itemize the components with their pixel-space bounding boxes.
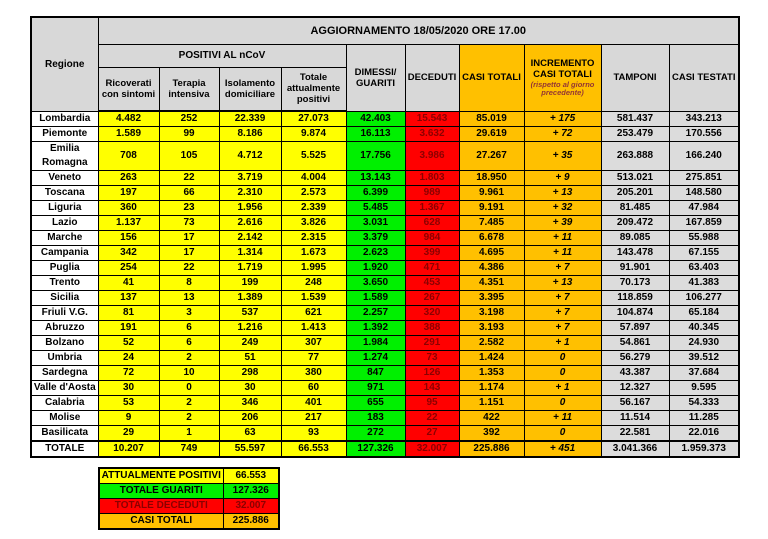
cell-isolamento: 2.142 [219,231,281,246]
region-name: Basilicata [31,426,98,442]
cell-incremento: + 175 [524,111,601,127]
region-name: Calabria [31,396,98,411]
cell-totale-positivi: 1.673 [281,246,346,261]
cell-terapia-intensiva: 10 [159,366,219,381]
table-row [31,411,739,426]
cell-casi-testati: 67.155 [669,246,739,261]
cell-isolamento: 3.719 [219,171,281,186]
region-name: Campania [31,246,98,261]
cell-casi-totali: 2.582 [459,336,524,351]
cell-totale-positivi: 2.339 [281,201,346,216]
cell-terapia-intensiva: 6 [159,336,219,351]
cell-isolamento: 1.389 [219,291,281,306]
cell-dimessi-guariti: 17.756 [346,142,405,171]
cell-terapia-intensiva: 2 [159,411,219,426]
table-title: AGGIORNAMENTO 18/05/2020 ORE 17.00 [98,17,739,44]
cell-deceduti: 126 [405,366,459,381]
cell-incremento: + 11 [524,231,601,246]
table-row [31,261,739,276]
cell-deceduti: 143 [405,381,459,396]
cell-ricoverati: 30 [98,381,159,396]
cell-terapia-intensiva: 8 [159,276,219,291]
cell-deceduti: 388 [405,321,459,336]
cell-tamponi: 81.485 [601,201,669,216]
cell-totale-positivi: 248 [281,276,346,291]
cell-terapia-intensiva: 17 [159,231,219,246]
cell-incremento: 0 [524,366,601,381]
summary-row [99,484,279,499]
cell-dimessi-guariti: 1.984 [346,336,405,351]
cell-casi-testati: 40.345 [669,321,739,336]
cell-ricoverati: 81 [98,306,159,321]
cell-incremento: 0 [524,396,601,411]
cell-deceduti: 471 [405,261,459,276]
cell-totale-positivi: 1.995 [281,261,346,276]
summary-row [99,499,279,514]
cell-totale-positivi: 2.573 [281,186,346,201]
cell-deceduti: 291 [405,336,459,351]
region-name: Molise [31,411,98,426]
cell-casi-totali: 422 [459,411,524,426]
cell-isolamento: 537 [219,306,281,321]
cell-casi-totali: 85.019 [459,111,524,127]
cell-tamponi: 22.581 [601,426,669,442]
cell-dimessi-guariti: 1.920 [346,261,405,276]
table-row [31,216,739,231]
cell-ricoverati: 52 [98,336,159,351]
cell-ricoverati: 342 [98,246,159,261]
cell-tamponi: 209.472 [601,216,669,231]
cell-isolamento: 346 [219,396,281,411]
cell-ricoverati: 197 [98,186,159,201]
table-row [31,276,739,291]
cell-ricoverati: 9 [98,411,159,426]
cell-incremento: + 32 [524,201,601,216]
summary-label: TOTALE GUARITI [99,484,223,499]
cell-casi-totali: 225.886 [459,441,524,457]
table-row [31,321,739,336]
cell-ricoverati: 360 [98,201,159,216]
cell-totale-positivi: 1.413 [281,321,346,336]
cell-tamponi: 89.085 [601,231,669,246]
table-row [31,142,739,171]
cell-casi-totali: 18.950 [459,171,524,186]
cell-casi-testati: 55.988 [669,231,739,246]
cell-incremento: + 7 [524,321,601,336]
cell-ricoverati: 254 [98,261,159,276]
cell-casi-totali: 3.198 [459,306,524,321]
region-name: Piemonte [31,127,98,142]
cell-tamponi: 513.021 [601,171,669,186]
cell-casi-testati: 148.580 [669,186,739,201]
isolamento-header: Isolamento domiciliare [219,67,281,111]
cell-casi-totali: 27.267 [459,142,524,171]
cell-casi-testati: 63.403 [669,261,739,276]
cell-totale-positivi: 401 [281,396,346,411]
region-name: Emilia Romagna [31,142,98,171]
cell-ricoverati: 4.482 [98,111,159,127]
cell-isolamento: 1.719 [219,261,281,276]
cell-terapia-intensiva: 2 [159,396,219,411]
cell-tamponi: 56.167 [601,396,669,411]
cell-totale-positivi: 66.553 [281,441,346,457]
totale-positivi-header: Totale attualmente positivi [281,67,346,111]
cell-dimessi-guariti: 6.399 [346,186,405,201]
cell-incremento: + 1 [524,381,601,396]
table-row [31,381,739,396]
cell-casi-testati: 275.851 [669,171,739,186]
ricoverati-header: Ricoverati con sintomi [98,67,159,111]
cell-dimessi-guariti: 3.379 [346,231,405,246]
cell-casi-totali: 9.191 [459,201,524,216]
cell-deceduti: 73 [405,351,459,366]
summary-value: 66.553 [223,468,279,484]
cell-isolamento: 1.956 [219,201,281,216]
cell-isolamento: 55.597 [219,441,281,457]
cell-incremento: + 9 [524,171,601,186]
cell-incremento: + 39 [524,216,601,231]
summary-row [99,468,279,484]
cell-isolamento: 63 [219,426,281,442]
terapia-intensiva-header: Terapia intensiva [159,67,219,111]
summary-label: ATTUALMENTE POSITIVI [99,468,223,484]
region-name: Bolzano [31,336,98,351]
cell-tamponi: 57.897 [601,321,669,336]
incremento-header [524,44,601,111]
cell-isolamento: 2.616 [219,216,281,231]
casi-testati-header: CASI TESTATI [669,44,739,111]
cell-casi-testati: 54.333 [669,396,739,411]
cell-casi-testati: 24.930 [669,336,739,351]
cell-terapia-intensiva: 749 [159,441,219,457]
cell-tamponi: 581.437 [601,111,669,127]
cell-terapia-intensiva: 66 [159,186,219,201]
cell-ricoverati: 53 [98,396,159,411]
cell-totale-positivi: 1.539 [281,291,346,306]
cell-tamponi: 91.901 [601,261,669,276]
incremento-title: INCREMENTO CASI TOTALI [530,57,595,80]
cell-casi-totali: 1.174 [459,381,524,396]
cell-tamponi: 263.888 [601,142,669,171]
cell-casi-testati: 343.213 [669,111,739,127]
table-row [31,396,739,411]
cell-tamponi: 205.201 [601,186,669,201]
cell-deceduti: 320 [405,306,459,321]
incremento-note: (rispetto al giorno precedente) [530,79,595,97]
region-name: Puglia [31,261,98,276]
table-row [31,171,739,186]
summary-label: TOTALE DECEDUTI [99,499,223,514]
cell-dimessi-guariti: 5.485 [346,201,405,216]
cell-ricoverati: 41 [98,276,159,291]
region-name: Lazio [31,216,98,231]
cell-tamponi: 118.859 [601,291,669,306]
region-name: Umbria [31,351,98,366]
casi-totali-header: CASI TOTALI [459,44,524,111]
totale-row [31,441,739,457]
tamponi-header: TAMPONI [601,44,669,111]
cell-incremento: + 1 [524,336,601,351]
cell-deceduti: 22 [405,411,459,426]
cell-dimessi-guariti: 183 [346,411,405,426]
cell-ricoverati: 10.207 [98,441,159,457]
region-name: Sardegna [31,366,98,381]
cell-tamponi: 54.861 [601,336,669,351]
cell-casi-totali: 6.678 [459,231,524,246]
cell-casi-testati: 39.512 [669,351,739,366]
covid-region-table [30,16,740,458]
table-row [31,186,739,201]
cell-totale-positivi: 77 [281,351,346,366]
cell-totale-positivi: 27.073 [281,111,346,127]
table-row [31,201,739,216]
dimessi-guariti-header: DIMESSI/ GUARITI [346,44,405,111]
region-name: Valle d'Aosta [31,381,98,396]
cell-casi-totali: 3.395 [459,291,524,306]
table-row [31,351,739,366]
cell-tamponi: 43.387 [601,366,669,381]
cell-dimessi-guariti: 2.623 [346,246,405,261]
cell-dimessi-guariti: 2.257 [346,306,405,321]
cell-isolamento: 8.186 [219,127,281,142]
cell-casi-totali: 7.485 [459,216,524,231]
cell-incremento: + 72 [524,127,601,142]
cell-totale-positivi: 621 [281,306,346,321]
cell-incremento: + 7 [524,291,601,306]
cell-dimessi-guariti: 1.392 [346,321,405,336]
cell-dimessi-guariti: 127.326 [346,441,405,457]
cell-terapia-intensiva: 13 [159,291,219,306]
cell-incremento: + 35 [524,142,601,171]
cell-terapia-intensiva: 73 [159,216,219,231]
cell-deceduti: 453 [405,276,459,291]
cell-incremento: + 13 [524,186,601,201]
cell-deceduti: 1.367 [405,201,459,216]
cell-terapia-intensiva: 0 [159,381,219,396]
cell-tamponi: 56.279 [601,351,669,366]
cell-casi-testati: 41.383 [669,276,739,291]
cell-casi-testati: 170.556 [669,127,739,142]
cell-dimessi-guariti: 3.650 [346,276,405,291]
cell-incremento: + 7 [524,306,601,321]
cell-terapia-intensiva: 105 [159,142,219,171]
regione-header: Regione [31,17,98,111]
cell-ricoverati: 1.589 [98,127,159,142]
cell-totale-positivi: 93 [281,426,346,442]
cell-ricoverati: 137 [98,291,159,306]
cell-dimessi-guariti: 655 [346,396,405,411]
cell-casi-testati: 166.240 [669,142,739,171]
cell-dimessi-guariti: 1.274 [346,351,405,366]
cell-dimessi-guariti: 272 [346,426,405,442]
cell-casi-totali: 3.193 [459,321,524,336]
cell-isolamento: 2.310 [219,186,281,201]
cell-isolamento: 30 [219,381,281,396]
summary-value: 32.007 [223,499,279,514]
cell-totale-positivi: 4.004 [281,171,346,186]
cell-deceduti: 27 [405,426,459,442]
cell-dimessi-guariti: 42.403 [346,111,405,127]
cell-dimessi-guariti: 971 [346,381,405,396]
cell-tamponi: 3.041.366 [601,441,669,457]
summary-label: CASI TOTALI [99,514,223,530]
deceduti-header: DECEDUTI [405,44,459,111]
cell-casi-testati: 9.595 [669,381,739,396]
cell-deceduti: 628 [405,216,459,231]
table-row [31,127,739,142]
region-name: Veneto [31,171,98,186]
cell-terapia-intensiva: 1 [159,426,219,442]
cell-casi-testati: 22.016 [669,426,739,442]
cell-tamponi: 253.479 [601,127,669,142]
cell-totale-positivi: 3.826 [281,216,346,231]
cell-dimessi-guariti: 16.113 [346,127,405,142]
cell-tamponi: 143.478 [601,246,669,261]
cell-casi-totali: 29.619 [459,127,524,142]
positivi-group-header: POSITIVI AL nCoV [98,44,346,67]
cell-tamponi: 11.514 [601,411,669,426]
region-name: Lombardia [31,111,98,127]
cell-isolamento: 22.339 [219,111,281,127]
cell-ricoverati: 156 [98,231,159,246]
cell-totale-positivi: 380 [281,366,346,381]
cell-tamponi: 70.173 [601,276,669,291]
cell-deceduti: 989 [405,186,459,201]
cell-casi-totali: 1.353 [459,366,524,381]
cell-isolamento: 249 [219,336,281,351]
cell-deceduti: 3.986 [405,142,459,171]
cell-terapia-intensiva: 23 [159,201,219,216]
cell-terapia-intensiva: 22 [159,171,219,186]
cell-deceduti: 32.007 [405,441,459,457]
cell-dimessi-guariti: 3.031 [346,216,405,231]
cell-casi-testati: 65.184 [669,306,739,321]
cell-incremento: + 7 [524,261,601,276]
cell-casi-testati: 11.285 [669,411,739,426]
cell-ricoverati: 24 [98,351,159,366]
cell-dimessi-guariti: 1.589 [346,291,405,306]
cell-ricoverati: 29 [98,426,159,442]
cell-tamponi: 104.874 [601,306,669,321]
cell-isolamento: 1.216 [219,321,281,336]
cell-isolamento: 298 [219,366,281,381]
region-name: Liguria [31,201,98,216]
cell-isolamento: 206 [219,411,281,426]
region-name: Sicilia [31,291,98,306]
cell-isolamento: 4.712 [219,142,281,171]
region-name: Abruzzo [31,321,98,336]
cell-deceduti: 1.803 [405,171,459,186]
cell-incremento: + 11 [524,246,601,261]
cell-deceduti: 267 [405,291,459,306]
summary-row [99,514,279,530]
cell-incremento: 0 [524,351,601,366]
table-row [31,426,739,442]
cell-ricoverati: 263 [98,171,159,186]
cell-deceduti: 15.543 [405,111,459,127]
cell-dimessi-guariti: 847 [346,366,405,381]
cell-casi-testati: 1.959.373 [669,441,739,457]
cell-terapia-intensiva: 6 [159,321,219,336]
cell-incremento: + 13 [524,276,601,291]
cell-totale-positivi: 5.525 [281,142,346,171]
region-name: Friuli V.G. [31,306,98,321]
cell-casi-totali: 1.424 [459,351,524,366]
table-row [31,366,739,381]
table-row [31,306,739,321]
cell-terapia-intensiva: 252 [159,111,219,127]
cell-totale-positivi: 60 [281,381,346,396]
table-row [31,336,739,351]
cell-totale-positivi: 2.315 [281,231,346,246]
cell-terapia-intensiva: 99 [159,127,219,142]
cell-casi-totali: 4.386 [459,261,524,276]
region-name: TOTALE [31,441,98,457]
cell-totale-positivi: 9.874 [281,127,346,142]
cell-terapia-intensiva: 17 [159,246,219,261]
cell-totale-positivi: 217 [281,411,346,426]
cell-ricoverati: 708 [98,142,159,171]
cell-deceduti: 3.632 [405,127,459,142]
summary-table [98,467,280,530]
cell-deceduti: 95 [405,396,459,411]
cell-terapia-intensiva: 2 [159,351,219,366]
cell-casi-testati: 47.984 [669,201,739,216]
cell-casi-totali: 392 [459,426,524,442]
cell-isolamento: 1.314 [219,246,281,261]
region-name: Trento [31,276,98,291]
table-row [31,291,739,306]
cell-casi-totali: 1.151 [459,396,524,411]
cell-casi-totali: 4.351 [459,276,524,291]
cell-casi-testati: 167.859 [669,216,739,231]
region-name: Toscana [31,186,98,201]
summary-body [99,468,279,529]
table-row [31,246,739,261]
cell-incremento: + 451 [524,441,601,457]
cell-casi-testati: 37.684 [669,366,739,381]
cell-deceduti: 399 [405,246,459,261]
cell-ricoverati: 72 [98,366,159,381]
cell-casi-testati: 106.277 [669,291,739,306]
cell-terapia-intensiva: 3 [159,306,219,321]
region-name: Marche [31,231,98,246]
cell-totale-positivi: 307 [281,336,346,351]
cell-tamponi: 12.327 [601,381,669,396]
cell-ricoverati: 191 [98,321,159,336]
cell-terapia-intensiva: 22 [159,261,219,276]
summary-value: 127.326 [223,484,279,499]
cell-isolamento: 51 [219,351,281,366]
cell-ricoverati: 1.137 [98,216,159,231]
cell-casi-totali: 4.695 [459,246,524,261]
cell-casi-totali: 9.961 [459,186,524,201]
table-body [31,111,739,457]
cell-deceduti: 984 [405,231,459,246]
table-row [31,231,739,246]
summary-value: 225.886 [223,514,279,530]
cell-incremento: 0 [524,426,601,442]
table-row [31,111,739,127]
cell-isolamento: 199 [219,276,281,291]
cell-dimessi-guariti: 13.143 [346,171,405,186]
cell-incremento: + 11 [524,411,601,426]
